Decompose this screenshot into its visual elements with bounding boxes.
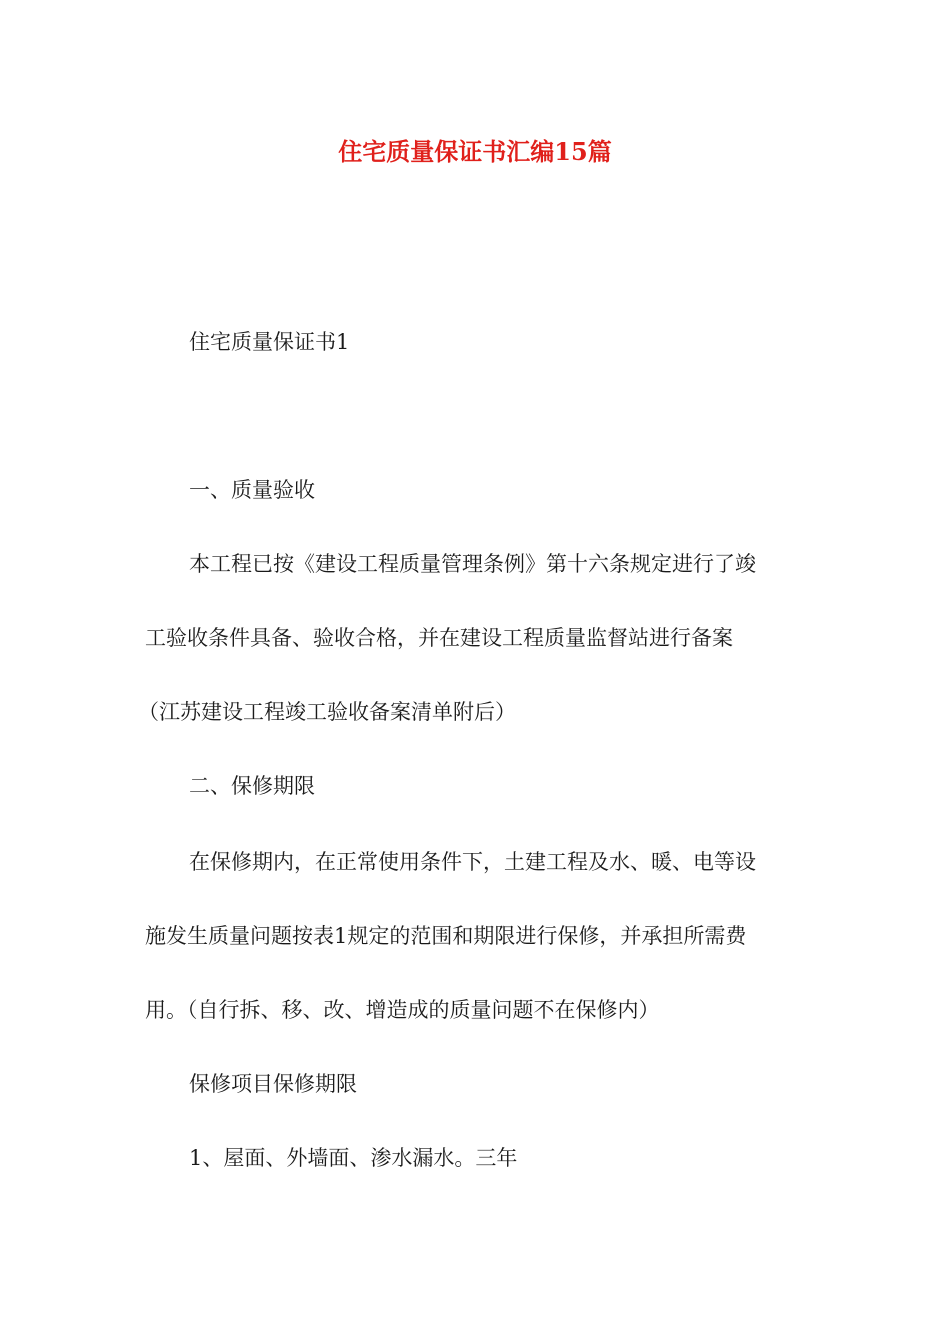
paragraph-line: 用。（自行拆、移、改、增造成的质量问题不在保修内）: [145, 998, 660, 1022]
subheading-warranty-items: 保修项目保修期限: [189, 1072, 357, 1096]
paragraph-line: （江苏建设工程竣工验收备案清单附后）: [138, 700, 516, 724]
list-item: 1、屋面、外墙面、渗水漏水。三年: [189, 1146, 518, 1170]
paragraph-line: 工验收条件具备、验收合格，并在建设工程质量监督站进行备案: [145, 626, 733, 650]
section-heading: 住宅质量保证书1: [189, 330, 350, 354]
document-title: 住宅质量保证书汇编15篇: [338, 137, 612, 166]
heading-quality-acceptance: 一、质量验收: [189, 478, 315, 502]
heading-warranty-period: 二、保修期限: [189, 774, 315, 798]
paragraph-line: 本工程已按《建设工程质量管理条例》第十六条规定进行了竣: [189, 552, 756, 576]
paragraph-line: 在保修期内，在正常使用条件下，土建工程及水、暖、电等设: [189, 850, 756, 874]
paragraph-line: 施发生质量问题按表1规定的范围和期限进行保修，并承担所需费: [145, 924, 747, 948]
